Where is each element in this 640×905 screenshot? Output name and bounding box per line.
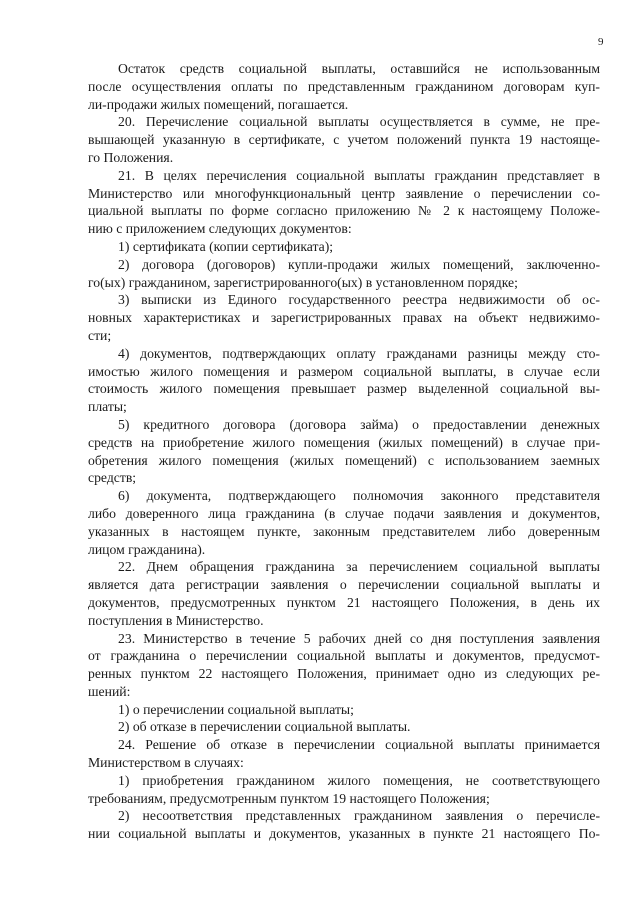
text-line: обретения жилого помещения (жилых помещений) с использованием заемных (88, 452, 600, 468)
text-line: 1) сертификата (копии сертификата); (118, 238, 334, 254)
text-line: 2) об отказе в перечислении социальной выплаты. (118, 719, 411, 735)
text-line: 6) документа, подтверждающего полномочия законного представителя (118, 488, 600, 504)
text-line: нию с приложением следующих документов: (88, 221, 352, 237)
text-line: поступления в Министерство. (88, 612, 264, 628)
text-line: ренных пунктом 22 настоящего Положения, принимает одно из следующих ре- (88, 666, 600, 682)
text-line: 23. Министерство в течение 5 рабочих дней со дня поступления заявления (118, 630, 600, 646)
text-line: циальной выплаты по форме согласно приложению № 2 к настоящему Положе- (88, 203, 600, 219)
text-line: либо доверенного лица гражданина (в случае подачи заявления и документов, (88, 505, 600, 521)
text-line: Министерство или многофункциональный центр заявление о перечислении со- (88, 185, 600, 201)
text-line: 1) о перечислении социальной выплаты; (118, 701, 354, 717)
text-line: лицом гражданина). (88, 541, 206, 557)
text-line: 1) приобретения гражданином жилого помещения, не соответствующего (118, 772, 600, 788)
text-line: сти; (88, 327, 112, 343)
text-line: 24. Решение об отказе в перечислении социальной выплаты принимается (118, 737, 600, 753)
text-line: документов, предусмотренных пунктом 21 настоящего Положения, в день их (88, 594, 600, 610)
text-line: 3) выписки из Единого государственного реестра недвижимости об ос- (118, 292, 600, 308)
text-line: вышающей указанную в сертификате, с учетом положений пункта 19 настояще- (88, 132, 600, 148)
text-line: стоимость жилого помещения превышает размер выделенной социальной вы- (88, 381, 600, 397)
text-line: средств; (88, 470, 137, 486)
text-line: ли-продажи жилых помещений, погашается. (88, 96, 349, 112)
text-line: после осуществления оплаты по представленным гражданином договорам куп- (88, 78, 600, 94)
text-line: 20. Перечисление социальной выплаты осуществляется в сумме, не пре- (118, 114, 600, 130)
document-body (88, 60, 600, 843)
text-line: 2) несоответствия представленных гражданином заявления о перечисле- (118, 808, 600, 824)
text-line: указанных в настоящем пункте, законным представителем либо доверенным (88, 523, 600, 539)
text-line: является дата регистрации заявления о перечислении социальной выплаты и (88, 577, 600, 593)
text-line: нии социальной выплаты и документов, указанных в пункте 21 настоящего По- (88, 826, 600, 842)
text-line: средств на приобретение жилого помещения (жилых помещений) в случае при- (88, 434, 600, 450)
text-line: 4) документов, подтверждающих оплату гражданами разницы между сто- (118, 345, 600, 361)
text-line: 21. В целях перечисления социальной выплаты гражданин представляет в (118, 167, 600, 183)
text-line: Министерством в случаях: (88, 755, 244, 771)
page-number: 9 (598, 36, 604, 48)
text-line: го Положения. (88, 149, 174, 165)
text-line: имостью жилого помещения и размером социальной выплаты, в случае если (88, 363, 600, 379)
text-line: платы; (88, 399, 127, 415)
text-line: 2) договора (договоров) купли-продажи жилых помещений, заключенно- (118, 256, 600, 272)
text-line: требованиям, предусмотренным пунктом 19 настоящего Положения; (88, 790, 490, 806)
text-line: 5) кредитного договора (договора займа) о предоставлении денежных (118, 416, 600, 432)
text-line: новных характеристиках и зарегистрированных правах на объект недвижимо- (88, 310, 600, 326)
text-line: го(ых) гражданином, зарегистрированного(ых) в установленном порядке; (88, 274, 518, 290)
text-line: 22. Днем обращения гражданина за перечислением социальной выплаты (118, 559, 600, 575)
text-line: шений: (88, 683, 131, 699)
text-line: Остаток средств социальной выплаты, оставшийся не использованным (118, 61, 600, 76)
text-line: от гражданина о перечислении социальной выплаты и документов, предусмот- (88, 648, 600, 664)
